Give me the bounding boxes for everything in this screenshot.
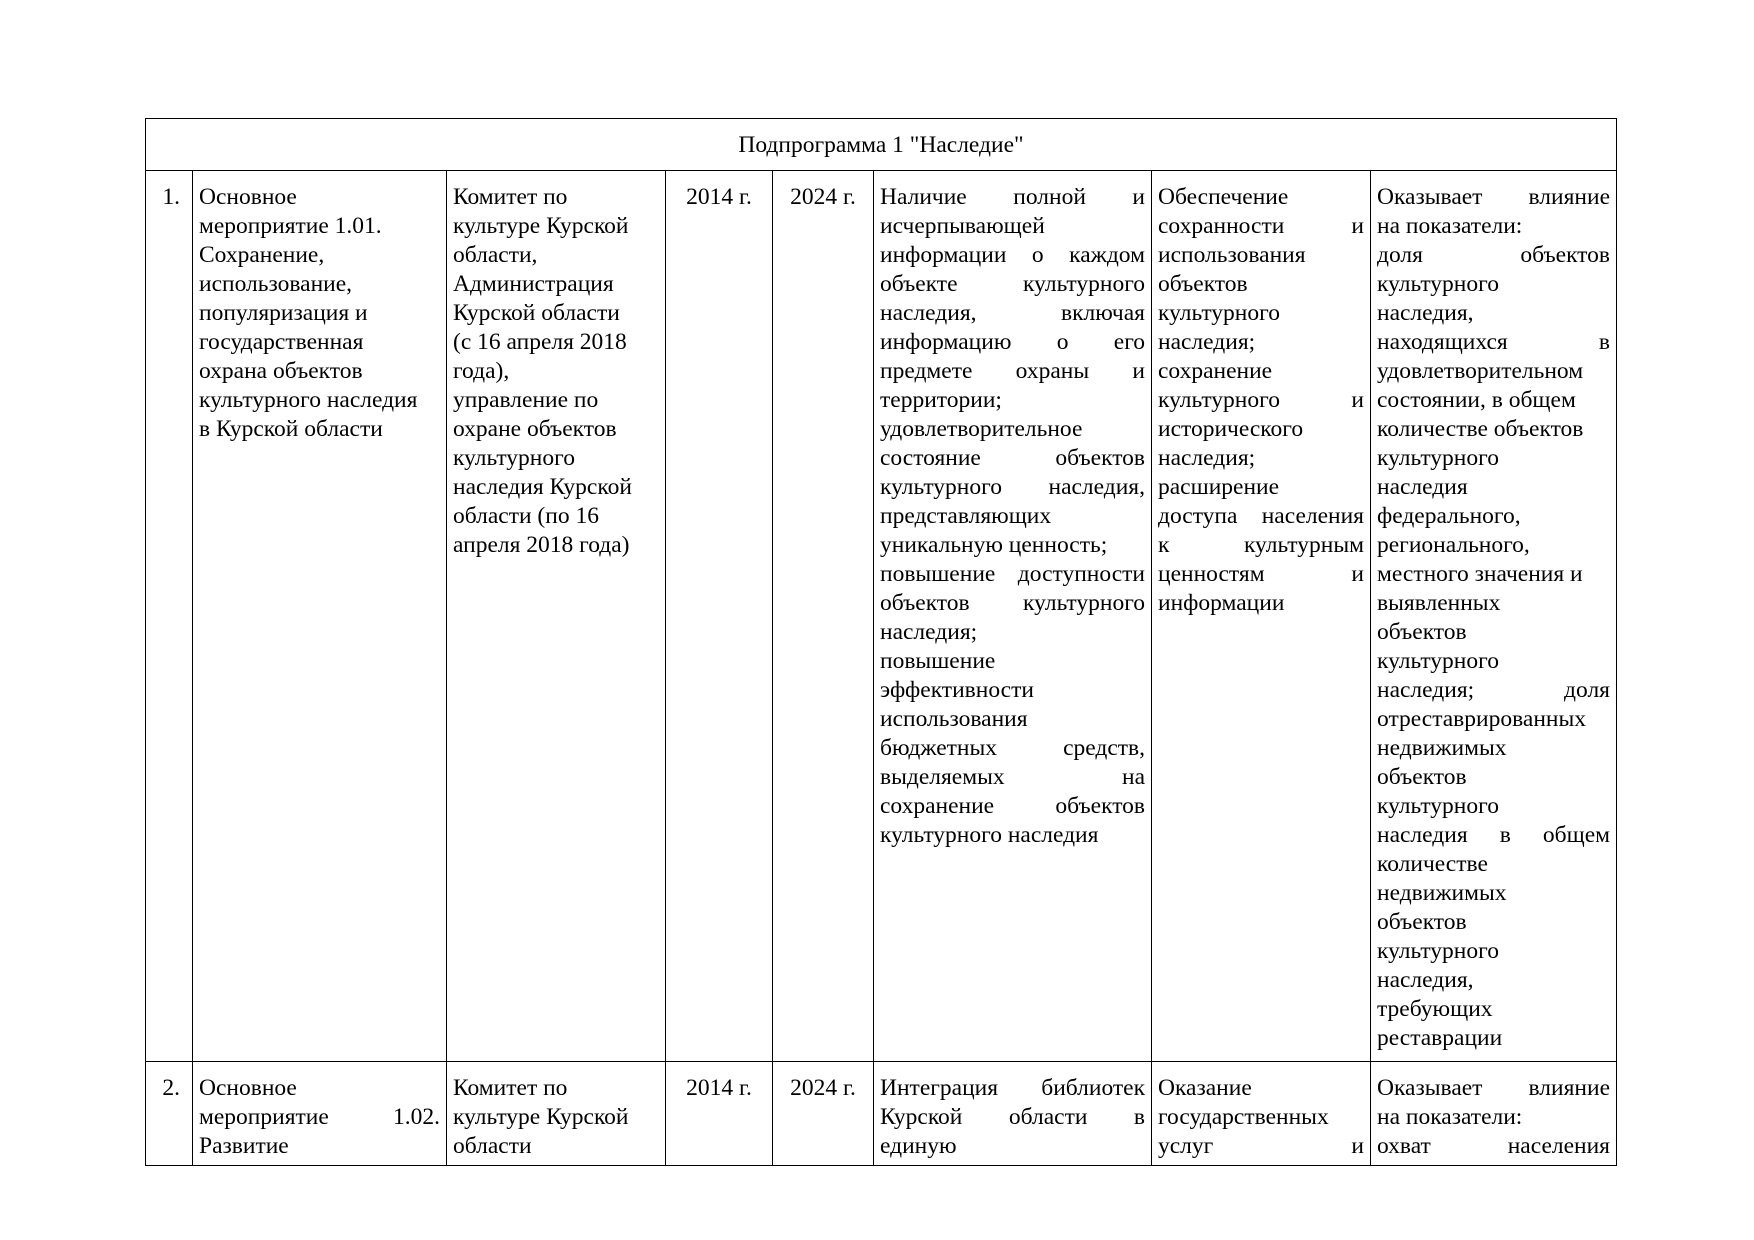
event-line: Основное — [199, 1075, 297, 1101]
program-table — [145, 118, 1617, 1166]
event-line: использование, — [199, 271, 353, 297]
indicator-line: на показатели: — [1377, 1104, 1523, 1130]
indicators-cell — [1371, 1062, 1617, 1166]
indicator-line: культурного — [1377, 648, 1499, 674]
result-line: эффективности — [880, 677, 1034, 703]
indicator-line: наследия; доля — [1377, 677, 1610, 703]
end-year: 2024 г. — [773, 1062, 874, 1166]
executor-line: охране объектов — [453, 416, 617, 442]
event-line: государственная — [199, 329, 364, 355]
direction-line: исторического — [1158, 416, 1304, 442]
result-line: наследия, включая — [880, 300, 1145, 326]
result-line: информации о каждом — [880, 242, 1145, 268]
executor-line: Комитет по — [453, 184, 568, 210]
indicator-line: культурного — [1377, 938, 1499, 964]
executor-cell — [447, 1062, 666, 1166]
result-line: культурного наследия, — [880, 474, 1145, 500]
result-line: повышение — [880, 648, 996, 674]
event-line: мероприятие 1.02. — [199, 1104, 440, 1130]
event-line: в Курской области — [199, 416, 383, 442]
executor-line: года), — [453, 358, 510, 384]
indicator-line: наследия, — [1377, 300, 1474, 326]
indicator-line: количестве объектов — [1377, 416, 1584, 442]
result-line: культурного наследия — [880, 822, 1099, 848]
indicators-cell — [1371, 171, 1617, 1062]
result-line: использования — [880, 706, 1028, 732]
executor-line: Администрация — [453, 271, 614, 297]
indicator-line: охват населения — [1377, 1133, 1610, 1159]
indicator-line: культурного — [1377, 271, 1499, 297]
executor-line: области — [453, 1133, 532, 1159]
event-line: Сохранение, — [199, 242, 325, 268]
event-line: мероприятие 1.01. — [199, 213, 382, 239]
direction-line: информации — [1158, 590, 1285, 616]
event-cell — [193, 1062, 447, 1166]
indicator-line: наследия — [1377, 474, 1468, 500]
result-line: выделяемых на — [880, 764, 1145, 790]
result-line: информацию о его — [880, 329, 1145, 355]
direction-line: услуг и — [1158, 1133, 1364, 1159]
result-line: Интеграция библиотек — [880, 1075, 1145, 1101]
result-line: Курской области в — [880, 1104, 1145, 1130]
direction-line: культурного — [1158, 300, 1280, 326]
direction-line: государственных — [1158, 1104, 1329, 1130]
direction-line: сохранение — [1158, 358, 1273, 384]
result-line: единую — [880, 1133, 957, 1159]
result-line: предмете охраны и — [880, 358, 1145, 384]
result-line: бюджетных средств, — [880, 735, 1145, 761]
direction-line: доступа населения — [1158, 503, 1364, 529]
direction-line: ценностям и — [1158, 561, 1364, 587]
indicator-line: количестве — [1377, 851, 1488, 877]
direction-line: Обеспечение — [1158, 184, 1289, 210]
end-year: 2024 г. — [773, 171, 874, 1062]
executor-line: культуре Курской — [453, 213, 629, 239]
indicator-line: доля объектов — [1377, 242, 1610, 268]
result-line: территории; — [880, 387, 1002, 413]
executor-line: области, — [453, 242, 538, 268]
result-line: объекте культурного — [880, 271, 1145, 297]
main-directions-cell — [1152, 171, 1371, 1062]
indicator-line: отреставрированных — [1377, 706, 1587, 732]
event-line: охрана объектов — [199, 358, 363, 384]
event-line: Основное — [199, 184, 297, 210]
executor-line: Комитет по — [453, 1075, 568, 1101]
row-number: 1. — [146, 171, 193, 1062]
indicator-line: недвижимых — [1377, 880, 1507, 906]
expected-result-cell — [874, 171, 1152, 1062]
indicator-line: объектов — [1377, 764, 1467, 790]
indicator-line: регионального, — [1377, 532, 1530, 558]
executor-line: наследия Курской — [453, 474, 632, 500]
result-line: сохранение объектов — [880, 793, 1145, 819]
subprogram-title-row — [146, 119, 1617, 171]
expected-result-cell — [874, 1062, 1152, 1166]
indicator-line: требующих — [1377, 996, 1493, 1022]
result-line: исчерпывающей — [880, 213, 1045, 239]
indicator-line: удовлетворительном — [1377, 358, 1584, 384]
executor-line: культурного — [453, 445, 575, 471]
executor-line: Курской области — [453, 300, 620, 326]
executor-line: культуре Курской — [453, 1104, 629, 1130]
direction-line: к культурным — [1158, 532, 1364, 558]
indicator-line: находящихся в — [1377, 329, 1610, 355]
indicator-line: культурного — [1377, 445, 1499, 471]
executor-line: апреля 2018 года) — [453, 532, 630, 558]
result-line: повышение доступности — [880, 561, 1145, 587]
indicator-line: федерального, — [1377, 503, 1521, 529]
subprogram-title: Подпрограмма 1 "Наследие" — [146, 119, 1617, 171]
direction-line: наследия; — [1158, 329, 1256, 355]
executor-line: (с 16 апреля 2018 — [453, 329, 627, 355]
executor-line: области (по 16 — [453, 503, 599, 529]
result-line: объектов культурного — [880, 590, 1145, 616]
executor-line: управление по — [453, 387, 599, 413]
row-number: 2. — [146, 1062, 193, 1166]
main-directions-cell — [1152, 1062, 1371, 1166]
indicator-line: объектов — [1377, 619, 1467, 645]
direction-line: культурного и — [1158, 387, 1364, 413]
event-line: популяризация и — [199, 300, 368, 326]
indicator-line: объектов — [1377, 909, 1467, 935]
indicator-line: Оказывает влияние — [1377, 1075, 1610, 1101]
table-row — [146, 171, 1617, 1062]
indicator-line: Оказывает влияние — [1377, 184, 1610, 210]
result-line: Наличие полной и — [880, 184, 1145, 210]
indicator-line: на показатели: — [1377, 213, 1523, 239]
result-line: представляющих — [880, 503, 1052, 529]
indicator-line: реставрации — [1377, 1025, 1503, 1051]
indicator-line: состоянии, в общем — [1377, 387, 1576, 413]
start-year: 2014 г. — [666, 1062, 773, 1166]
event-cell — [193, 171, 447, 1062]
event-line: культурного наследия — [199, 387, 418, 413]
direction-line: сохранности и — [1158, 213, 1364, 239]
indicator-line: наследия, — [1377, 967, 1474, 993]
result-line: наследия; — [880, 619, 978, 645]
indicator-line: культурного — [1377, 793, 1499, 819]
result-line: удовлетворительное — [880, 416, 1083, 442]
table-row — [146, 1062, 1617, 1166]
result-line: уникальную ценность; — [880, 532, 1108, 558]
executor-cell — [447, 171, 666, 1062]
direction-line: использования — [1158, 242, 1306, 268]
indicator-line: местного значения и — [1377, 561, 1583, 587]
indicator-line: наследия в общем — [1377, 822, 1610, 848]
result-line: состояние объектов — [880, 445, 1145, 471]
indicator-line: выявленных — [1377, 590, 1501, 616]
direction-line: расширение — [1158, 474, 1280, 500]
direction-line: объектов — [1158, 271, 1248, 297]
event-line: Развитие — [199, 1133, 289, 1159]
direction-line: наследия; — [1158, 445, 1256, 471]
direction-line: Оказание — [1158, 1075, 1252, 1101]
indicator-line: недвижимых — [1377, 735, 1507, 761]
start-year: 2014 г. — [666, 171, 773, 1062]
